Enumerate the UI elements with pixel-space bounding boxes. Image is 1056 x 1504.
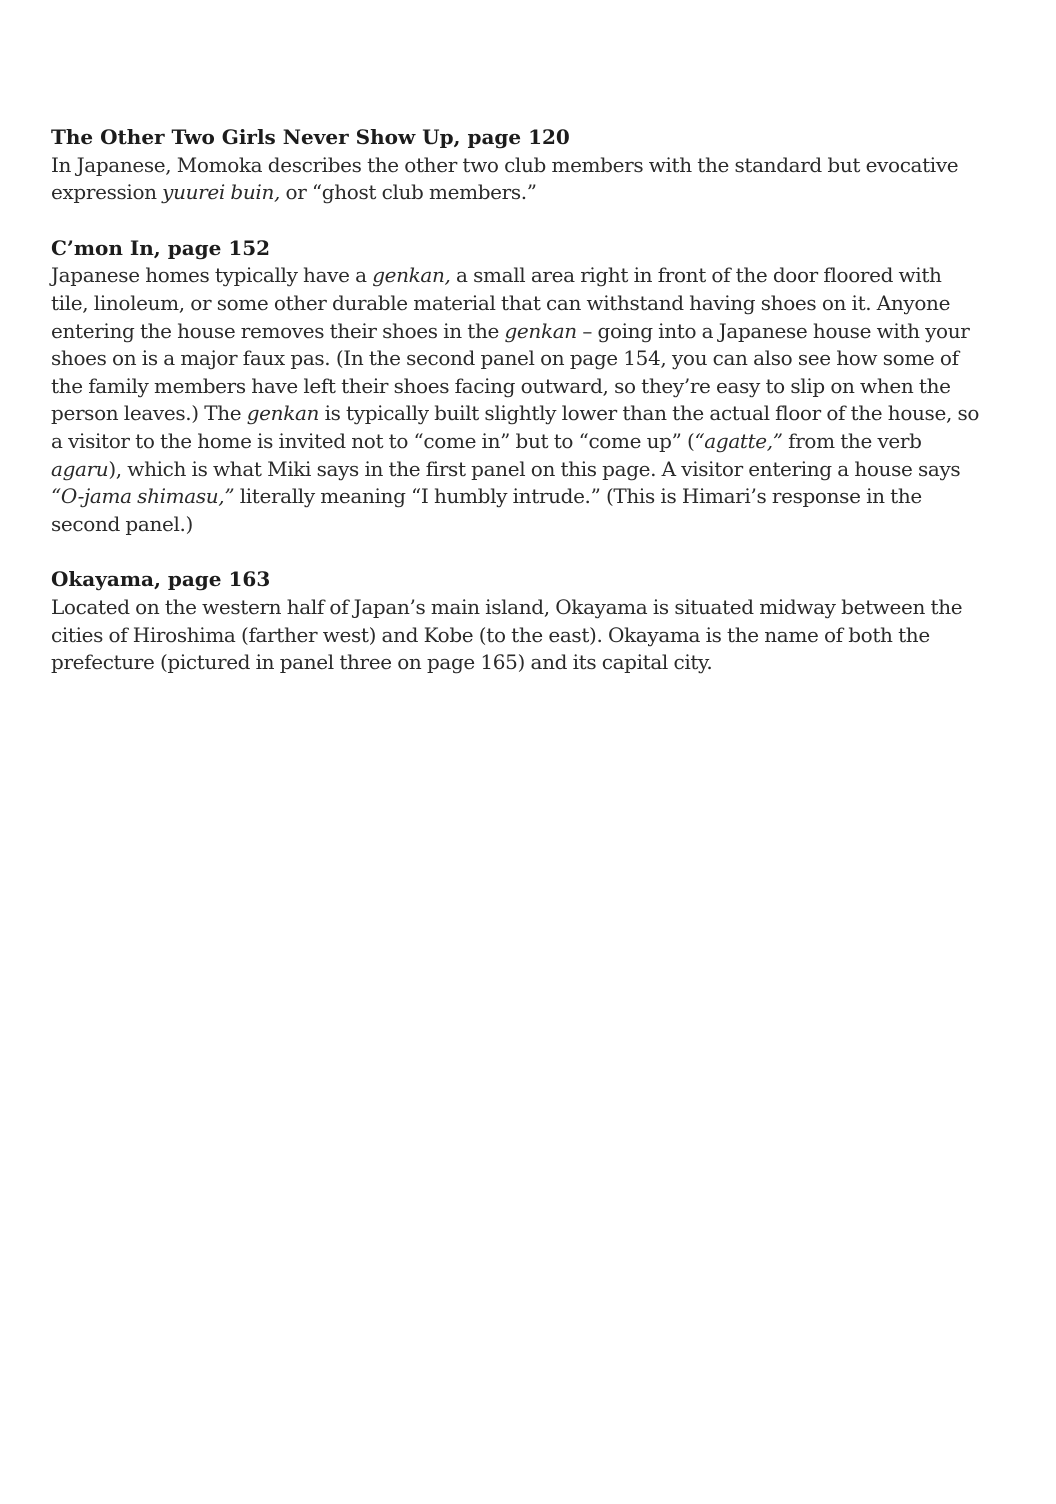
japanese-term: “agatte,” bbox=[694, 428, 783, 453]
body-text: is typically built slightly lower than the actual floor of the house, so a visitor to the home is invited not to “come in” but to “come up” ( bbox=[51, 401, 980, 453]
body-text: literally meaning “I humbly intrude.” (This is Himari’s response in the second panel.) bbox=[51, 484, 922, 536]
japanese-term: agaru bbox=[51, 456, 109, 481]
japanese-term: genkan, bbox=[372, 263, 451, 288]
body-text: Japanese homes typically have a bbox=[51, 263, 373, 288]
note-section-okayama bbox=[51, 566, 981, 676]
japanese-term: yuurei buin, bbox=[162, 180, 281, 205]
japanese-term: genkan bbox=[504, 318, 577, 343]
note-body bbox=[51, 594, 981, 677]
body-text: ), which is what Miki says in the first panel on this page. A visitor entering a house says bbox=[108, 456, 961, 481]
japanese-term: genkan bbox=[246, 401, 320, 426]
note-body bbox=[51, 152, 981, 207]
note-section-cmon-in bbox=[51, 235, 981, 539]
body-text: In Japanese, Momoka describes the other two club members with the standard but evocative expression bbox=[51, 152, 959, 205]
note-body bbox=[51, 262, 981, 538]
japanese-term: “O-jama shimasu,” bbox=[51, 484, 235, 509]
body-text: – going into a Japanese house with your shoes on is a major faux pas. (In the second panel on page 154, you can also see how some of the family members have left their shoes facing outward, so they’re easy to slip on when the person leaves.) The bbox=[51, 318, 970, 426]
note-heading: C’mon In, page 152 bbox=[51, 235, 271, 260]
body-text: from the verb bbox=[782, 428, 922, 453]
document-page bbox=[51, 124, 981, 705]
body-text: a small area right in front of the door floored with tile, linoleum, or some other durable material that can withstand having shoes on it. Anyone entering the house removes their shoes in the bbox=[51, 263, 951, 343]
body-text: or “ghost club members.” bbox=[280, 180, 537, 205]
note-section-ghost-members bbox=[51, 124, 981, 207]
note-heading: Okayama, page 163 bbox=[51, 567, 271, 592]
note-heading: The Other Two Girls Never Show Up, page 120 bbox=[51, 125, 570, 149]
body-text: Located on the western half of Japan’s main island, Okayama is situated midway between the cities of Hiroshima (farther west) and Kobe (to the east). Okayama is the name of both the prefecture (pictured in panel three on page 165) and its capital city. bbox=[51, 594, 963, 675]
